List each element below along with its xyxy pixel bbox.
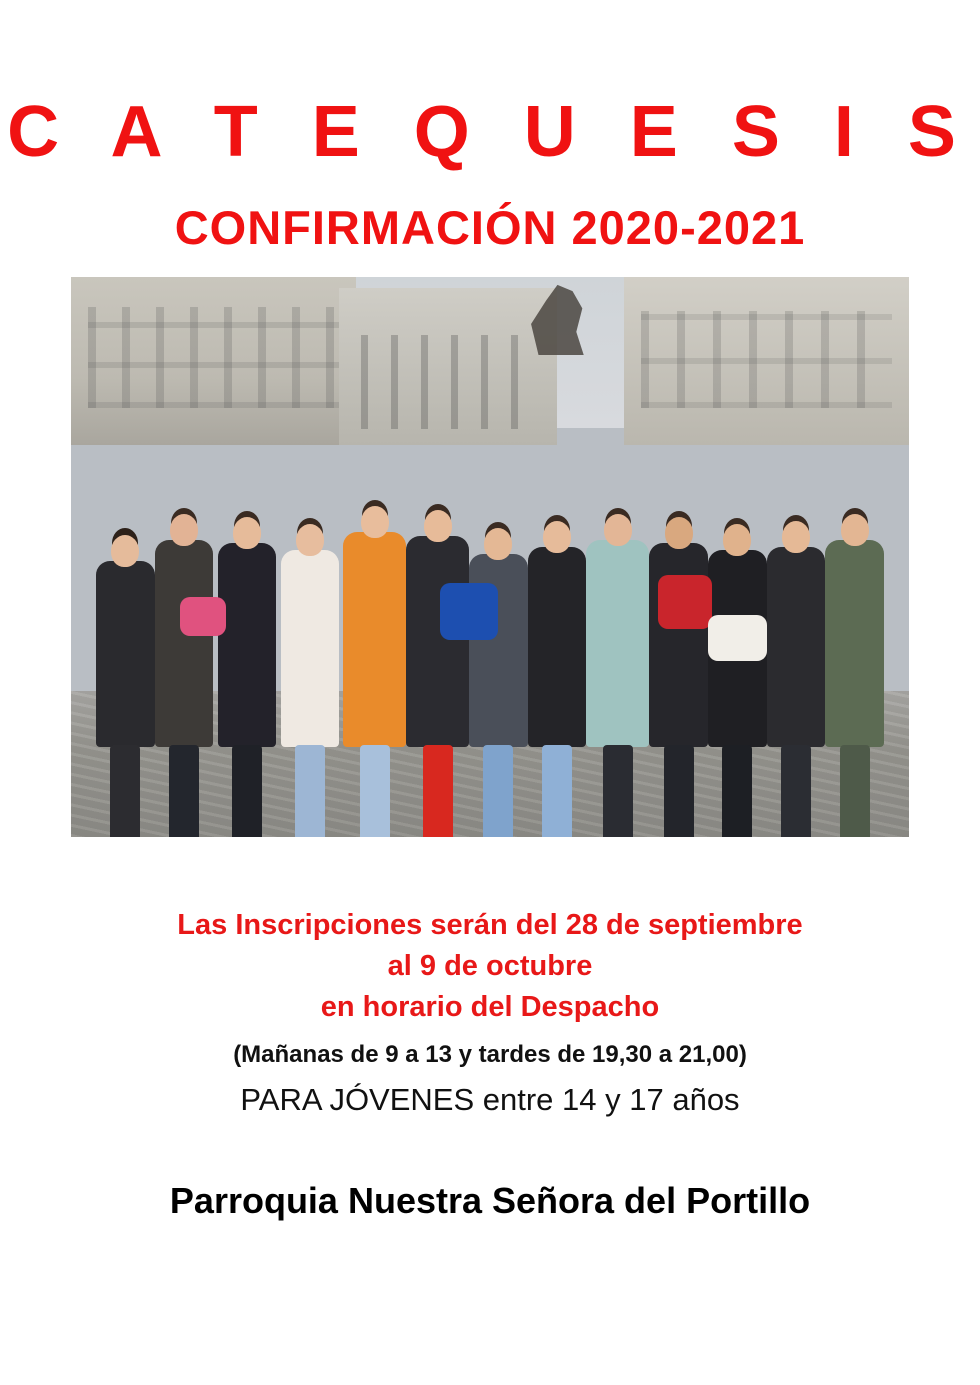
backpack-blue — [440, 583, 499, 640]
group-photo — [71, 277, 909, 837]
enrollment-line-2: al 9 de octubre — [387, 950, 593, 983]
parish-name: Parroquia Nuestra Señora del Portillo — [169, 1180, 811, 1222]
person-legs — [483, 745, 513, 837]
person-legs — [232, 745, 262, 837]
person-figure — [767, 547, 826, 748]
person-legs — [169, 745, 199, 837]
page-title: C A T E Q U E S I S — [7, 92, 973, 172]
person-figure — [281, 550, 340, 747]
enrollment-line-1: Las Inscripciones serán del 28 de septiembre — [177, 909, 803, 941]
person-head — [111, 535, 139, 567]
person-head — [484, 528, 512, 560]
person-figure — [96, 561, 155, 747]
handbag-white — [708, 615, 767, 662]
person-head — [361, 506, 389, 538]
person-head — [604, 514, 632, 546]
info-block — [0, 905, 980, 1120]
person-head — [841, 514, 869, 546]
person-legs — [664, 745, 694, 837]
office-hours: (Mañanas de 9 a 13 y tardes de 19,30 a 21,00) — [233, 1040, 747, 1068]
page-subtitle: CONFIRMACIÓN 2020-2021 — [174, 201, 806, 254]
person-figure — [406, 536, 469, 747]
audience-line: PARA JÓVENES entre 14 y 17 años — [240, 1081, 740, 1117]
person-figure — [649, 543, 708, 747]
crowd-group — [71, 389, 909, 747]
person-head — [723, 524, 751, 556]
person-legs — [110, 745, 140, 837]
person-legs — [542, 745, 572, 837]
person-head — [543, 521, 571, 553]
backpack-red — [658, 575, 712, 629]
person-head — [233, 517, 261, 549]
person-figure — [343, 532, 406, 747]
person-legs — [423, 745, 453, 837]
backpack-pink — [180, 597, 226, 636]
person-figure — [218, 543, 277, 747]
person-legs — [840, 745, 870, 837]
person-head — [170, 514, 198, 546]
person-head — [424, 510, 452, 542]
person-figure — [155, 540, 214, 748]
person-figure — [528, 547, 587, 748]
person-figure — [825, 540, 884, 748]
person-head — [665, 517, 693, 549]
enrollment-line-3: en horario del Despacho — [320, 991, 660, 1024]
person-figure — [586, 540, 649, 748]
person-legs — [722, 745, 752, 837]
person-legs — [781, 745, 811, 837]
person-head — [296, 524, 324, 556]
person-legs — [603, 745, 633, 837]
person-legs — [295, 745, 325, 837]
photo-scene — [71, 277, 909, 837]
person-legs — [360, 745, 390, 837]
person-head — [782, 521, 810, 553]
